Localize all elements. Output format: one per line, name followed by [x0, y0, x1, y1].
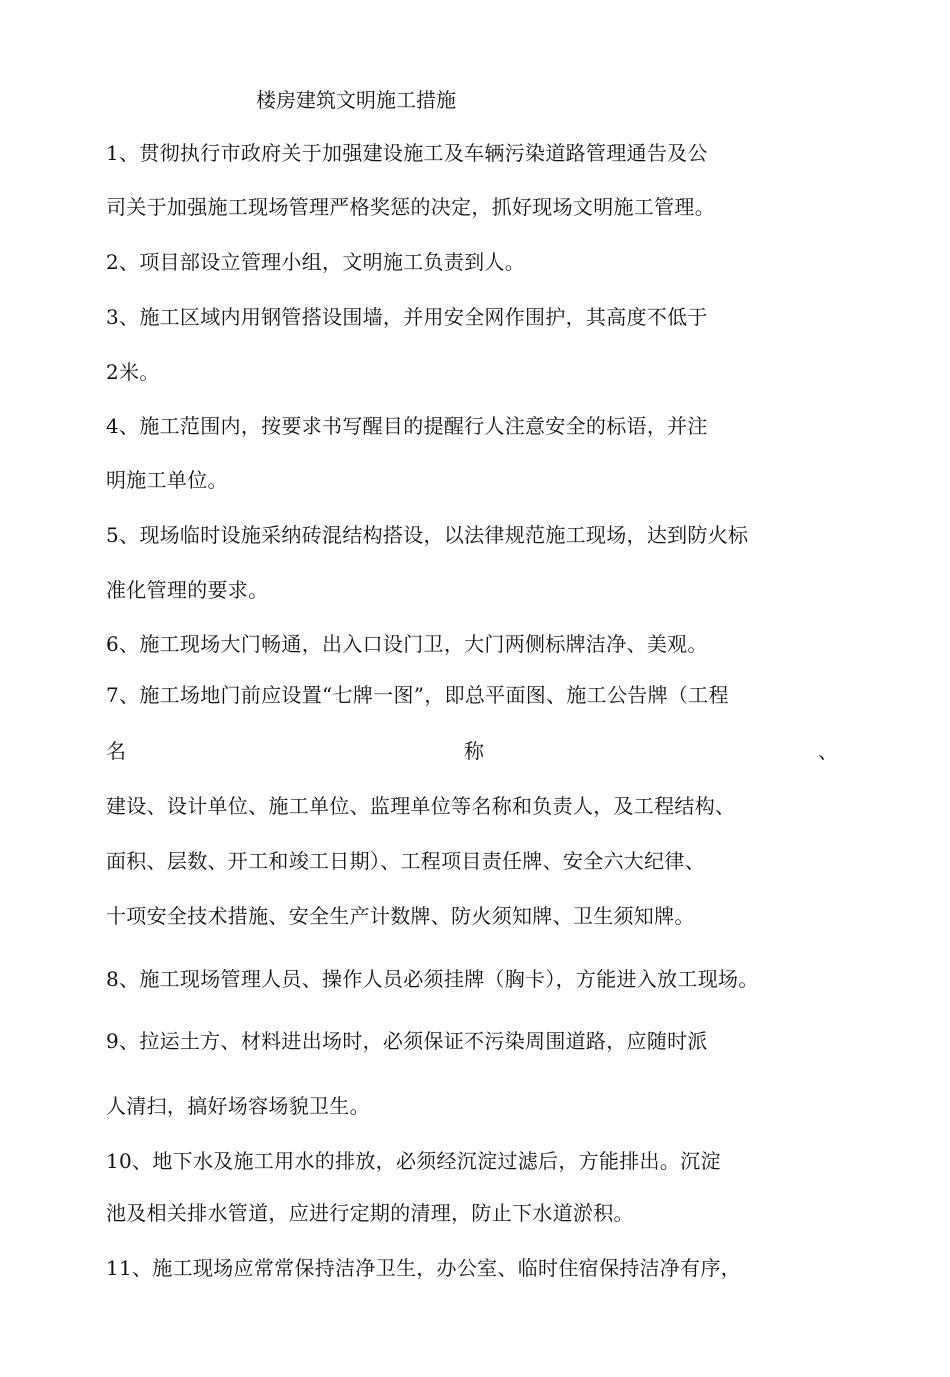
text-line-6: 4、施工范围内，按要求书写醒目的提醒行人注意安全的标语，并注: [106, 414, 708, 438]
text-line-14: 面积、层数、开工和竣工日期）、工程项目责任牌、安全六大纪律、: [106, 849, 705, 873]
text-line-19: 10、地下水及施工用水的排放，必须经沉淀过滤后，方能排出。沉淀: [106, 1149, 721, 1173]
text-line-21: 11、施工现场应常常保持洁净卫生，办公室、临时住宿保持洁净有序，: [106, 1256, 742, 1280]
text-line-16: 8、施工现场管理人员、操作人员必须挂牌（胸卡），方能进入放工现场。: [106, 967, 759, 991]
text-line-2: 司关于加强施工现场管理严格奖惩的决定，抓好现场文明施工管理。: [106, 195, 715, 219]
text-line-12-part-3: 、: [818, 739, 838, 763]
text-line-7: 明施工单位。: [106, 468, 228, 492]
text-line-15: 十项安全技术措施、安全生产计数牌、防火须知牌、卫生须知牌。: [106, 904, 695, 928]
text-line-17: 9、拉运土方、材料进出场时，必须保证不污染周围道路，应随时派: [106, 1029, 708, 1053]
text-line-8: 5、现场临时设施采纳砖混结构搭设，以法律规范施工现场，达到防火标: [106, 523, 749, 547]
text-line-5: 2米。: [106, 360, 160, 384]
text-line-9: 准化管理的要求。: [106, 578, 269, 602]
text-line-13: 建设、设计单位、施工单位、监理单位等名称和负责人，及工程结构、: [106, 794, 736, 818]
text-line-12-part-2: 称: [464, 739, 484, 763]
text-line-11: 7、施工场地门前应设置“七牌一图”，即总平面图、施工公告牌（工程: [106, 683, 729, 707]
text-line-3: 2、项目部设立管理小组，文明施工负责到人。: [106, 250, 526, 274]
text-line-10: 6、施工现场大门畅通，出入口设门卫，大门两侧标牌洁净、美观。: [106, 632, 708, 656]
document-title: 楼房建筑文明施工措施: [256, 88, 456, 112]
text-line-20: 池及相关排水管道，应进行定期的清理，防止下水道淤积。: [106, 1201, 634, 1225]
text-line-12-part-1: 名: [106, 739, 126, 763]
text-line-1: 1、贯彻执行市政府关于加强建设施工及车辆污染道路管理通告及公: [106, 141, 708, 165]
text-line-18: 人清扫，搞好场容场貌卫生。: [106, 1094, 370, 1118]
text-line-4: 3、施工区域内用钢管搭设围墙，并用安全网作围护，其高度不低于: [106, 305, 708, 329]
